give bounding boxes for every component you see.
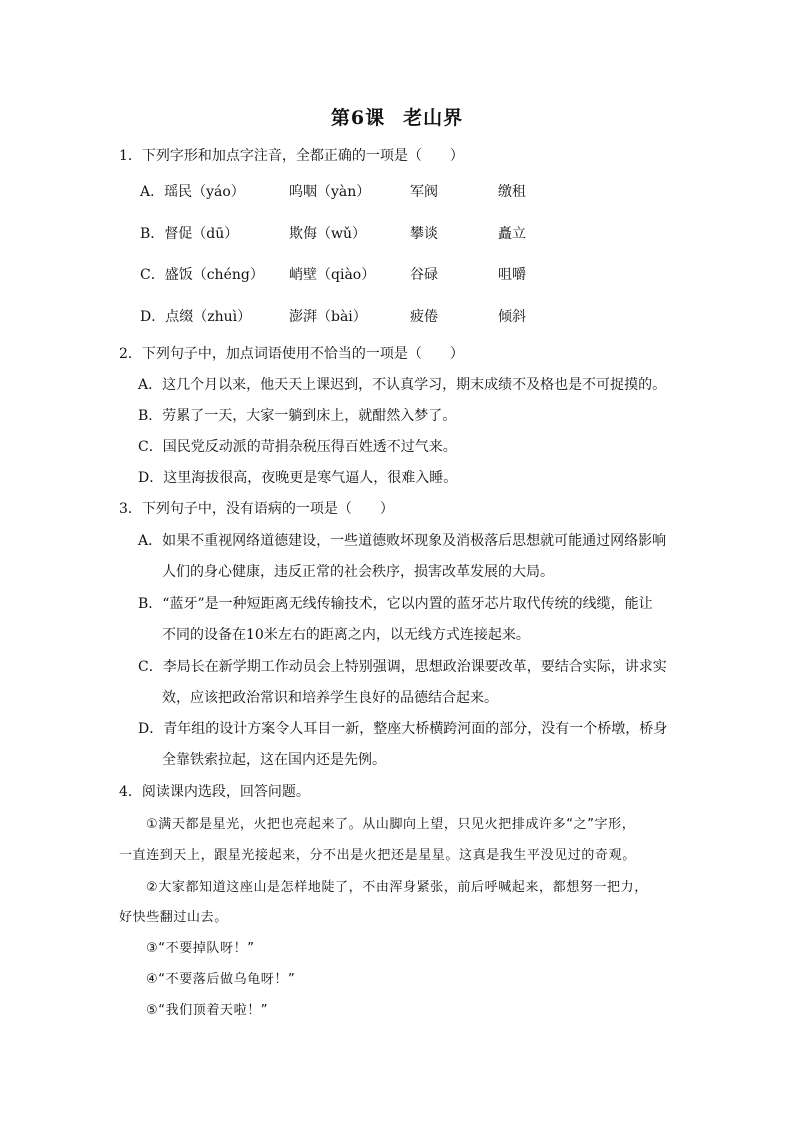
- passage-line: ①满天都是星光，火把也亮起来了。从山脚向上望，只见火把排成许多“之”字形，: [146, 817, 636, 832]
- question-4-stem: 4．阅读课内选段，回答问题。: [119, 784, 310, 800]
- q2-option-b: B．劳累了一天，大家一躺到床上，就酣然入梦了。: [138, 408, 457, 424]
- passage-line: ③“不要掉队呀！”: [146, 941, 255, 956]
- q2-option-c: C．国民党反动派的苛捐杂税压得百姓透不过气来。: [138, 439, 457, 455]
- page-title: [0, 103, 794, 130]
- q1-option-d-word1: D．点缀（zhuì）: [140, 309, 252, 325]
- question-2-stem: 2．下列句子中，加点词语使用不恰当的一项是（ ）: [119, 346, 464, 362]
- q3-option-d-line2: 全靠铁索拉起，这在国内还是先例。: [162, 752, 386, 768]
- q1-option-b-word4: 矗立: [498, 226, 526, 242]
- question-1-stem: 1．下列字形和加点字注音，全都正确的一项是（ ）: [119, 148, 464, 164]
- q1-option-a-word4: 缴租: [498, 184, 526, 200]
- q1-option-d-word3: 疲倦: [410, 309, 438, 325]
- q3-option-c-line2: 效，应该把政治常识和培养学生良好的品德结合起来。: [162, 690, 498, 706]
- q3-option-b-line1: B．“蓝牙”是一种短距离无线传输技术，它以内置的蓝牙芯片取代传统的线缆，能让: [138, 596, 653, 612]
- passage-line: ④“不要落后做乌龟呀！”: [146, 972, 296, 987]
- q1-option-b-word3: 攀谈: [410, 226, 438, 242]
- q1-option-b-word2: 欺侮（wǔ）: [289, 226, 366, 242]
- q1-option-c-word2: 峭壁（qiào）: [289, 267, 376, 283]
- q3-option-c-line1: C．李局长在新学期工作动员会上特别强调，思想政治课要改革，要结合实际，讲求实: [138, 659, 667, 675]
- question-3-stem: 3．下列句子中，没有语病的一项是（ ）: [119, 501, 394, 517]
- q1-option-d-word4: 倾斜: [498, 309, 526, 325]
- q1-option-a-word1: A．瑶民（yáo）: [140, 184, 245, 200]
- q2-option-a: A．这几个月以来，他天天上课迟到，不认真学习，期末成绩不及格也是不可捉摸的。: [138, 377, 667, 393]
- q1-option-a-word2: 呜咽（yàn）: [289, 184, 371, 200]
- passage-line: 一直连到天上，跟星光接起来，分不出是火把还是星星。这真是我生平没见过的奇观。: [119, 848, 636, 863]
- q2-option-d: D．这里海拔很高，夜晚更是寒气逼人，很难入睡。: [138, 470, 458, 486]
- q1-option-a-word3: 军阀: [410, 184, 438, 200]
- q1-option-c-word4: 咀嚼: [498, 267, 526, 283]
- q3-option-d-line1: D．青年组的设计方案令人耳目一新，整座大桥横跨河面的部分，没有一个桥墩，桥身: [138, 721, 668, 737]
- q1-option-c-word1: C．盛饭（chéng）: [140, 267, 264, 283]
- passage-line: ②大家都知道这座山是怎样地陡了，不由浑身紧张，前后呼喊起来，都想努一把力，: [146, 880, 648, 895]
- lesson-name: 老山界: [403, 107, 464, 129]
- q1-option-c-word3: 谷碌: [410, 267, 438, 283]
- q3-option-b-line2: 不同的设备在10米左右的距离之内，以无线方式连接起来。: [162, 627, 530, 643]
- lesson-number: 第6课: [330, 107, 386, 129]
- q3-option-a-line2: 人们的身心健康，违反正常的社会秩序，损害改革发展的大局。: [162, 564, 554, 580]
- q3-option-a-line1: A．如果不重视网络道德建设，一些道德败坏现象及消极落后思想就可能通过网络影响: [138, 533, 667, 549]
- q1-option-b-word1: B．督促（dū）: [140, 226, 239, 242]
- passage-line: ⑤“我们顶着天啦！”: [146, 1003, 269, 1018]
- q1-option-d-word2: 澎湃（bài）: [289, 309, 367, 325]
- passage-line: 好快些翻过山去。: [119, 910, 228, 925]
